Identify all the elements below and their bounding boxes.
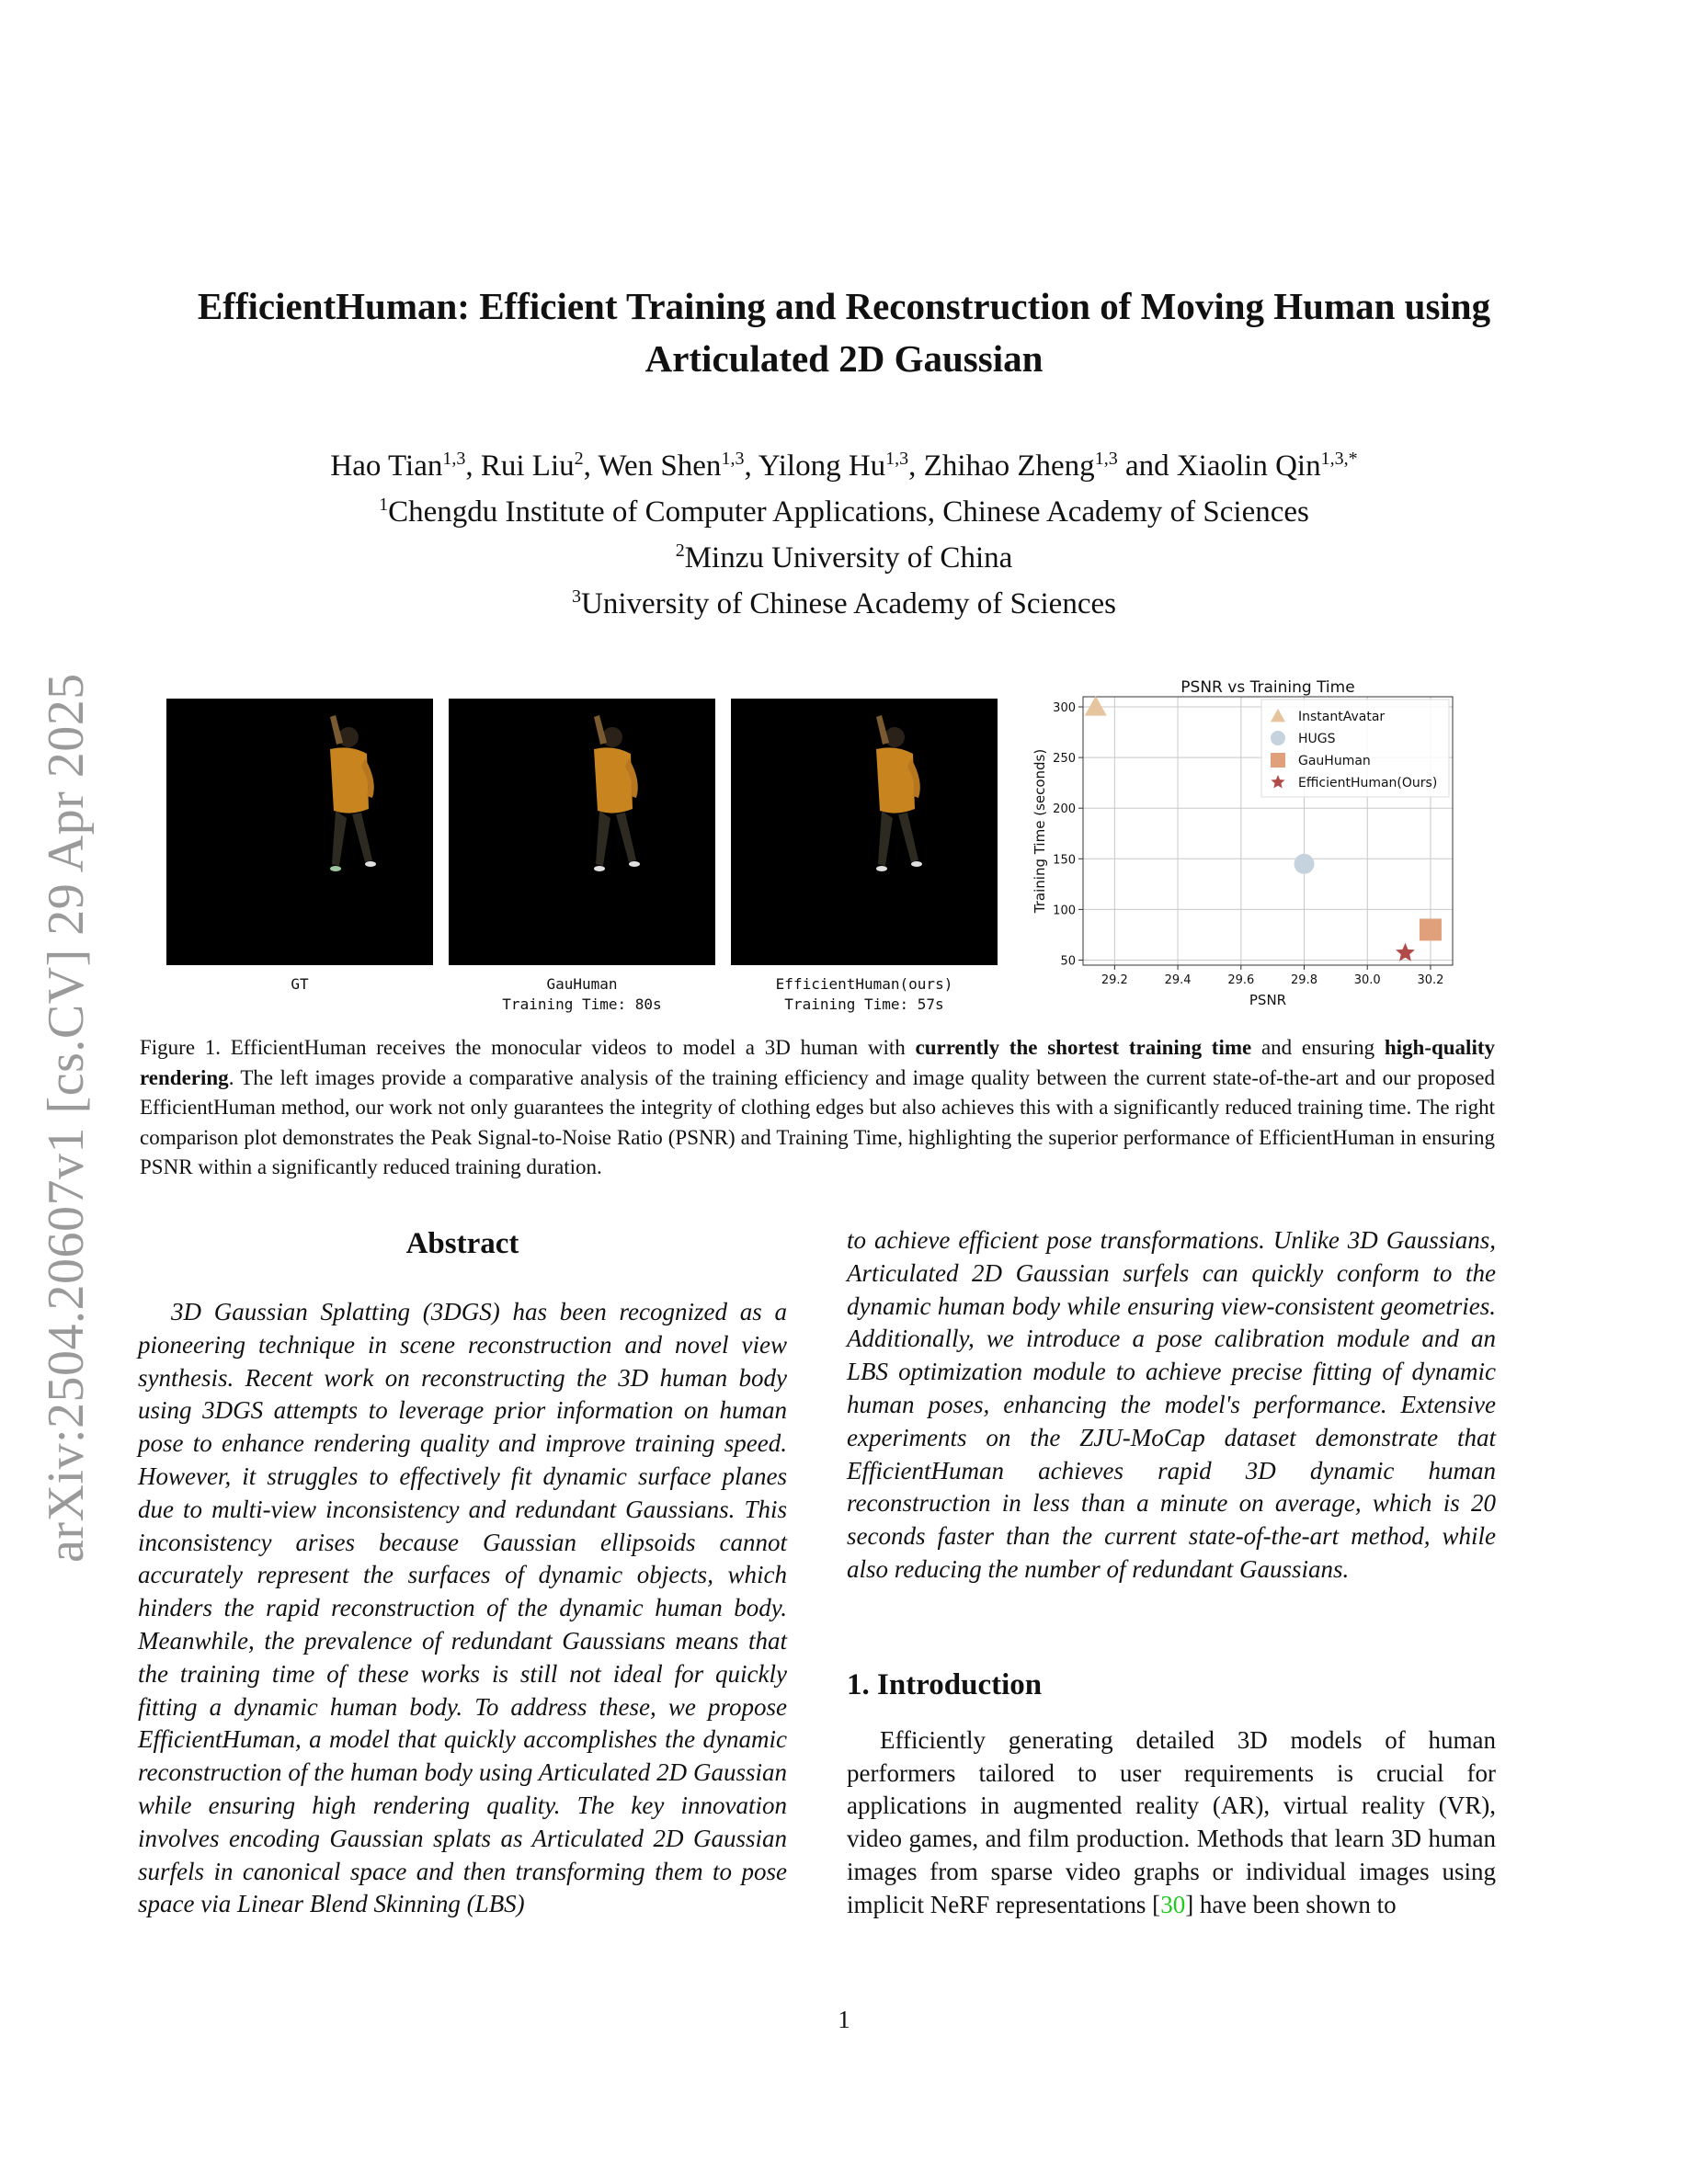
figure-panel-caption: GauHuman Training Time: 80s — [502, 975, 662, 1013]
author-name: Wen Shen — [598, 449, 722, 483]
affiliation-1: $^1$Chengdu Institute of Computer Applications, Chinese Academy of Sciences — [379, 495, 1309, 529]
abstract-text-continued: to achieve efficient pose transformations. Unlike 3D Gaussians, Articulated 2D Gaussian surfels can quickly conform to the dynamic human body while ensuring view-consistent geometries. Additionally, we introduce a pose calibration module and an LBS optimization module to achieve precise fitting of dynamic human poses, enhancing the model's performance. Extensive experiments on the ZJU-MoCap dataset demonstrate that EfficientHuman achieves rapid 3D dynamic human reconstruction in less than a minute on average, which is 20 seconds faster than the current state-of-the-art method, while also reducing the number of redundant Gaussians. — [847, 1226, 1496, 1583]
psnr-vs-training-time-chart — [1028, 674, 1488, 1014]
author-name: Rui Liu — [480, 449, 575, 483]
legend-marker — [1271, 753, 1285, 768]
figure-caption: Figure 1. EfficientHuman receives the monocular videos to model a 3D human with currently the shortest training time and ensuring high-quality rendering. The left images provide a comparative analysis of the training efficiency and image quality between the current state-of-the-art and our proposed EfficientHuman method, our work not only guarantees the integrity of clothing edges but also achieves this with a significantly reduced training time. The right comparison plot demonstrates the Peak Signal-to-Noise Ratio (PSNR) and Training Time, highlighting the superior performance of EfficientHuman in ensuring PSNR within a significantly reduced training duration. — [140, 1036, 1495, 1178]
arxiv-stamp: arXiv:2504.20607v1 [cs.CV] 29 Apr 2025 — [38, 673, 95, 1563]
author-name: Zhihao Zheng — [923, 449, 1095, 483]
citation-link[interactable]: 30 — [1160, 1890, 1186, 1918]
figure-photo-gt — [166, 699, 433, 965]
author-sep: , — [908, 449, 924, 483]
legend-label: GauHuman — [1298, 754, 1371, 768]
right-column — [847, 1224, 1496, 1922]
author-sep: , — [744, 449, 758, 483]
author-affil: 1,3 — [885, 449, 909, 469]
data-point-instantavatar — [1085, 696, 1107, 716]
x-tick-label: 29.2 — [1101, 973, 1128, 987]
author-affil: 2 — [574, 449, 584, 469]
author-block — [0, 439, 1688, 623]
affiliation-3: $^3$University of Chinese Academy of Sciences — [572, 586, 1116, 620]
figure-photo-efficienthuman — [731, 699, 998, 965]
legend-marker — [1271, 731, 1285, 745]
human-figure-image — [449, 699, 715, 965]
chart-svg — [1028, 674, 1488, 1014]
y-tick-label: 250 — [1053, 752, 1076, 767]
y-tick-label: 150 — [1053, 853, 1076, 868]
y-axis-label: Training Time (seconds) — [1032, 748, 1048, 914]
chart-title: PSNR vs Training Time — [1180, 678, 1355, 697]
y-tick-label: 100 — [1053, 904, 1076, 918]
human-figure-image — [731, 699, 998, 965]
abstract-text: 3D Gaussian Splatting (3DGS) has been recognized as a pioneering technique in scene reconstruction and novel view synthesis. Recent work on reconstructing the 3D human body using 3DGS attempts to leverage prior information on human pose to enhance rendering quality and improve training speed. However, it struggles to effectively fit dynamic surface planes due to multi-view inconsistency and redundant Gaussians. This inconsistency arises because Gaussian ellipsoids cannot accurately represent the surfaces of dynamic objects, which hinders the rapid reconstruction of the dynamic human body. Meanwhile, the prevalence of redundant Gaussians means that the training time of these works is still not ideal for quickly fitting a dynamic human body. To address these, we propose EfficientHuman, a model that quickly accomplishes the dynamic reconstruction of the human body using Articulated 2D Gaussian while ensuring high rendering quality. The key innovation involves encoding Gaussian splats as Articulated 2D Gaussian surfels in canonical space and then transforming them to pose space via Linear Blend Skinning (LBS) — [138, 1298, 787, 1918]
x-tick-label: 29.8 — [1291, 973, 1317, 987]
author-affil: 1,3,* — [1320, 449, 1358, 469]
author-sep: , — [583, 449, 599, 483]
author-affil: 1,3 — [1094, 449, 1118, 469]
data-point-gauhuman — [1420, 918, 1442, 940]
x-tick-label: 29.6 — [1227, 973, 1255, 987]
data-point-hugs — [1295, 854, 1315, 874]
introduction-text: Efficiently generating detailed 3D models of human performers tailored to user requirements is crucial for applications in augmented reality (AR), virtual reality (VR), video games, and film production. Methods that learn 3D human images from sparse video graphs or individual images using implicit NeRF representations [30] have been shown to — [847, 1725, 1496, 1918]
author-list — [0, 439, 1688, 485]
affiliation-2: $^2$Minzu University of China — [675, 540, 1013, 574]
paper-title — [0, 280, 1688, 385]
author-sep: , — [465, 449, 481, 483]
legend-label: HUGS — [1298, 732, 1336, 746]
abstract-heading: Abstract — [405, 1227, 519, 1260]
legend-label: EfficientHuman(Ours) — [1298, 776, 1438, 791]
data-point-efficienthuman-ours- — [1396, 943, 1415, 961]
human-figure-image — [166, 699, 433, 965]
x-tick-label: 30.2 — [1417, 973, 1444, 987]
y-tick-label: 50 — [1060, 954, 1076, 969]
x-tick-label: 29.4 — [1164, 973, 1192, 987]
y-tick-label: 300 — [1053, 701, 1076, 716]
title-line-2: Articulated 2D Gaussian — [644, 337, 1044, 380]
y-tick-label: 200 — [1053, 802, 1076, 817]
author-name: Hao Tian — [330, 449, 443, 483]
author-sep: and — [1117, 449, 1177, 483]
page-number: 1 — [838, 2006, 850, 2033]
introduction-heading: 1. Introduction — [847, 1667, 1043, 1701]
left-column — [138, 1224, 787, 1921]
author-name: Yilong Hu — [758, 449, 886, 483]
figure-photo-gauhuman — [449, 699, 715, 965]
title-line-1: EfficientHuman: Efficient Training and Reconstruction of Moving Human using — [197, 285, 1491, 327]
author-name: Xiaolin Qin — [1176, 449, 1321, 483]
author-affil: 1,3 — [721, 449, 745, 469]
x-tick-label: 30.0 — [1353, 973, 1381, 987]
author-affil: 1,3 — [442, 449, 466, 469]
figure-panel-caption: EfficientHuman(ours) Training Time: 57s — [775, 975, 953, 1013]
x-axis-label: PSNR — [1249, 992, 1287, 1008]
legend-label: InstantAvatar — [1298, 710, 1386, 724]
figure-panel-caption: GT — [291, 975, 309, 993]
